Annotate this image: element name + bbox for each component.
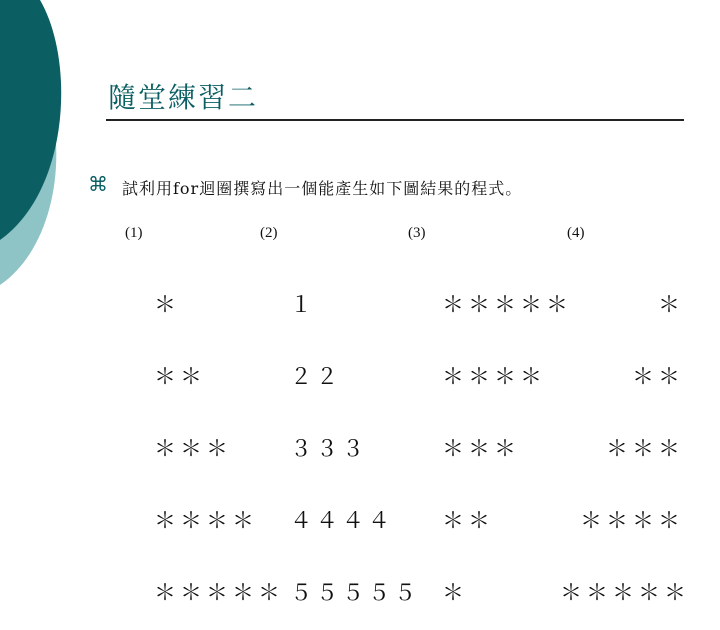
pattern-label-4: (4) — [567, 225, 585, 241]
pattern-row: ＊＊＊＊＊ — [442, 293, 573, 318]
pattern-row: ＊＊＊ — [442, 437, 521, 462]
pattern-row: ＊ — [442, 581, 469, 606]
pattern-row: ５５５５５ — [290, 581, 421, 606]
pattern-label-1: (1) — [125, 225, 143, 241]
pattern-row: ＊＊＊＊ — [154, 509, 259, 534]
pattern-row: １ — [290, 293, 317, 318]
pattern-row: ＊＊＊ — [154, 437, 233, 462]
pattern-4-stars-right-aligned — [560, 246, 691, 630]
pattern-row: ＊ — [657, 293, 684, 318]
pattern-row: ２２ — [290, 365, 343, 390]
instruction-text: 試利用for迴圈撰寫出一個能產生如下圖結果的程式。 — [122, 179, 523, 198]
pattern-2-numbers — [290, 246, 420, 630]
pattern-row: ３３３ — [290, 437, 369, 462]
pattern-3-stars-descending — [442, 246, 572, 630]
pattern-row: ＊＊＊＊ — [442, 365, 547, 390]
pattern-row: ＊＊ — [442, 509, 495, 534]
pattern-row: ＊＊ — [631, 365, 684, 390]
pattern-row: ４４４４ — [290, 509, 395, 534]
decorative-swoosh — [0, 0, 110, 300]
pattern-1-stars-ascending — [154, 246, 284, 630]
pattern-row: ＊＊ — [154, 365, 207, 390]
pattern-row: ＊＊＊＊＊ — [560, 581, 691, 606]
pattern-label-2: (2) — [260, 225, 278, 241]
slide-title: 隨堂練習二 — [108, 81, 259, 114]
pattern-row: ＊＊＊ — [605, 437, 684, 462]
title-divider — [106, 119, 684, 121]
pattern-label-3: (3) — [408, 225, 426, 241]
command-bullet-icon: ⌘ — [88, 172, 108, 196]
pattern-row: ＊ — [154, 293, 181, 318]
pattern-row: ＊＊＊＊＊ — [154, 581, 285, 606]
pattern-row: ＊＊＊＊ — [579, 509, 684, 534]
